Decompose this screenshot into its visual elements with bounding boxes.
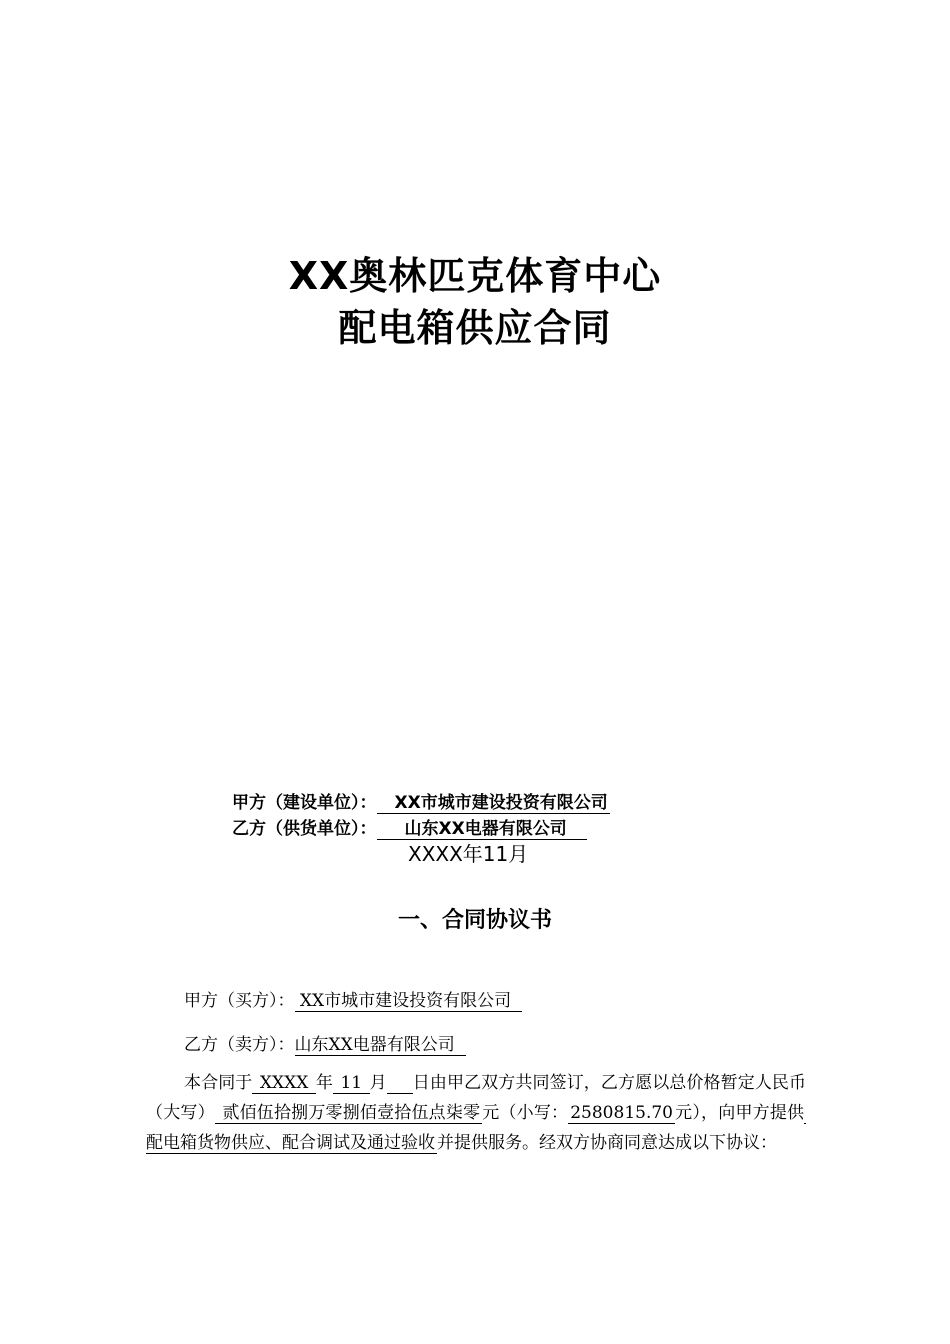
para-month: 11 (334, 1073, 368, 1093)
para-mid: 日由甲乙双方共同签订，乙方愿以总价格暂定人民币（大写） (146, 1073, 807, 1123)
agreement-paragraph (146, 1068, 806, 1158)
party-a-label: 甲方（建设单位）： (232, 793, 377, 813)
para-year: XXXX (254, 1073, 314, 1093)
party-b-value: 山东XX电器有限公司 (377, 819, 587, 840)
buyer-line (184, 988, 522, 1014)
buyer-value: XX市城市建设投资有限公司 (294, 991, 522, 1011)
para-amount-mid: 元（小写： (482, 1103, 569, 1123)
contract-date: XXXX年11月 (408, 842, 529, 866)
cover-party-b (232, 817, 587, 841)
para-year-suffix: 年 (315, 1073, 333, 1093)
section-title: 一、合同协议书 (397, 908, 552, 933)
cover-party-a (232, 791, 610, 815)
para-scope: 配电箱货物供应、配合调试及通过验收 (146, 1103, 806, 1154)
seller-line (184, 1032, 466, 1058)
para-start: 本合同于 (184, 1073, 253, 1093)
para-amount-number: 2580815.70 (570, 1103, 673, 1123)
seller-label: 乙方（卖方）： (184, 1035, 295, 1055)
buyer-label: 甲方（买方）： (184, 991, 295, 1011)
party-b-label: 乙方（供货单位）： (232, 819, 377, 839)
para-end: 并提供服务。经双方协商同意达成以下协议： (437, 1133, 777, 1153)
document-title-line-2: 配电箱供应合同 (338, 306, 612, 350)
para-day-blank (387, 1073, 413, 1094)
seller-value: 山东XX电器有限公司 (294, 1035, 466, 1055)
para-amount-words: 贰佰伍拾捌万零捌佰壹拾伍点柒零 (216, 1103, 481, 1123)
para-amount-end: 元），向甲方提供 (674, 1103, 805, 1123)
document-title-line-1: XX奥林匹克体育中心 (288, 254, 662, 298)
para-month-suffix: 月 (369, 1073, 387, 1093)
party-a-value: XX市城市建设投资有限公司 (377, 793, 610, 814)
